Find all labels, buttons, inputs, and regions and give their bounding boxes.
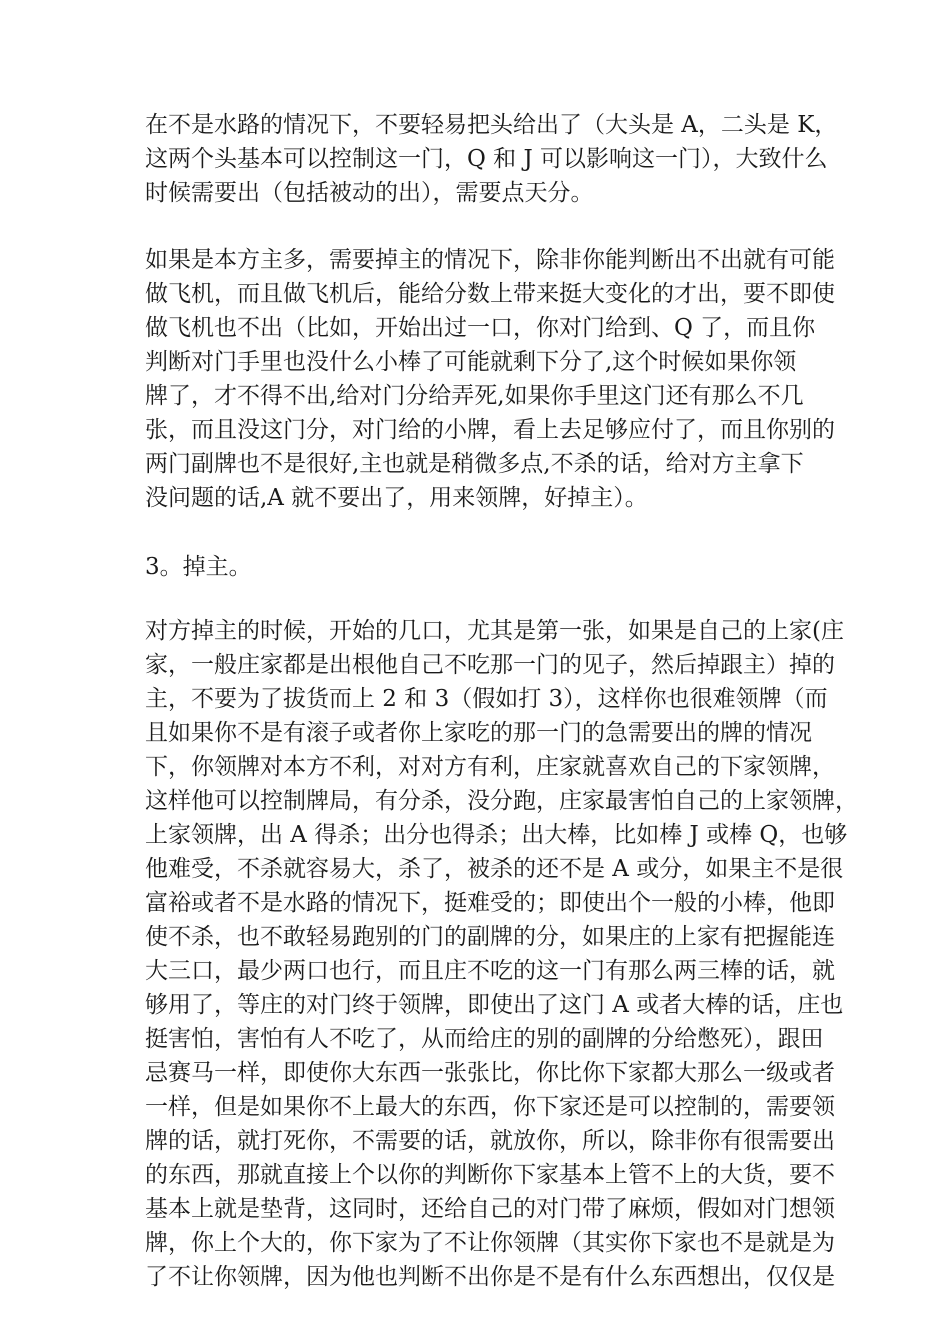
text-line: 够用了，等庄的对门终于领牌，即使出了这门 A 或者大棒的话，庄也 <box>145 992 844 1018</box>
text-line: 上家领牌，出 A 得杀；出分也得杀；出大棒，比如棒 J 或棒 Q，也够 <box>145 822 848 848</box>
paragraph-gap <box>145 515 825 550</box>
text-line: 一样，但是如果你不上最大的东西，你下家还是可以控制的，需要领 <box>145 1094 835 1120</box>
text-line: 牌了，才不得不出,给对门分给弄死,如果你手里这门还有那么不几 <box>145 383 804 409</box>
text-line: 下，你领牌对本方不利，对对方有利，庄家就喜欢自己的下家领牌， <box>145 754 835 780</box>
text-line: 他难受，不杀就容易大，杀了，被杀的还不是 A 或分，如果主不是很 <box>145 856 844 882</box>
text-line: 牌的话，就打死你，不需要的话，就放你，所以，除非你有很需要出 <box>145 1128 835 1154</box>
text-line: 家，一般庄家都是出根他自己不吃那一门的见子，然后掉跟主）掉的 <box>145 652 835 678</box>
text-line: 富裕或者不是水路的情况下，挺难受的；即使出个一般的小棒，他即 <box>145 890 835 916</box>
text-line: 使不杀，也不敢轻易跑别的门的副牌的分，如果庄的上家有把握能连 <box>145 924 835 950</box>
text-line: 在不是水路的情况下，不要轻易把头给出了（大头是 A，二头是 K， <box>145 112 838 138</box>
paragraph-gap <box>145 210 825 243</box>
text-line: 时候需要出（包括被动的出），需要点天分。 <box>145 180 594 206</box>
text-line: 忌赛马一样，即使你大东西一张张比，你比你下家都大那么一级或者 <box>145 1060 835 1086</box>
text-line: 没问题的话,A 就不要出了，用来领牌，好掉主）。 <box>145 485 648 511</box>
text-line: 主，不要为了拔货而上 2 和 3（假如打 3），这样你也很难领牌（而 <box>145 686 828 712</box>
text-line: 对方掉主的时候，开始的几口，尤其是第一张，如果是自己的上家(庄 <box>145 618 844 644</box>
text-line: 这样他可以控制牌局，有分杀，没分跑，庄家最害怕自己的上家领牌， <box>145 788 858 814</box>
text-line: 了不让你领牌，因为他也判断不出你是不是有什么东西想出，仅仅是 <box>145 1264 835 1290</box>
text-line: 两门副牌也不是很好,主也就是稍微多点,不杀的话，给对方主拿下 <box>145 451 804 477</box>
section-heading <box>145 550 825 584</box>
text-line: 的东西，那就直接上个以你的判断你下家基本上管不上的大货，要不 <box>145 1162 835 1188</box>
text-line: 做飞机也不出（比如，开始出过一口，你对门给到、Q 了，而且你 <box>145 315 816 341</box>
text-line: 判断对门手里也没什么小棒了可能就剩下分了,这个时候如果你领 <box>145 349 797 375</box>
document-body <box>145 108 858 1294</box>
paragraph-2 <box>145 243 835 515</box>
paragraph-1 <box>145 108 838 210</box>
text-line: 3。掉主。 <box>145 554 252 580</box>
text-line: 大三口，最少两口也行，而且庄不吃的这一门有那么两三棒的话，就 <box>145 958 835 984</box>
text-line: 挺害怕，害怕有人不吃了，从而给庄的别的副牌的分给憋死），跟田 <box>145 1026 824 1052</box>
text-line: 基本上就是垫背，这同时，还给自己的对门带了麻烦，假如对门想领 <box>145 1196 835 1222</box>
paragraph-gap <box>145 584 825 614</box>
text-line: 这两个头基本可以控制这一门，Q 和 J 可以影响这一门），大致什么 <box>145 146 828 172</box>
text-line: 且如果你不是有滚子或者你上家吃的那一门的急需要出的牌的情况 <box>145 720 812 746</box>
text-line: 如果是本方主多，需要掉主的情况下，除非你能判断出不出就有可能 <box>145 247 835 273</box>
text-line: 做飞机，而且做飞机后，能给分数上带来挺大变化的才出，要不即使 <box>145 281 835 307</box>
paragraph-3 <box>145 614 858 1294</box>
text-line: 张，而且没这门分，对门给的小牌，看上去足够应付了，而且你别的 <box>145 417 835 443</box>
text-line: 牌，你上个大的，你下家为了不让你领牌（其实你下家也不是就是为 <box>145 1230 835 1256</box>
